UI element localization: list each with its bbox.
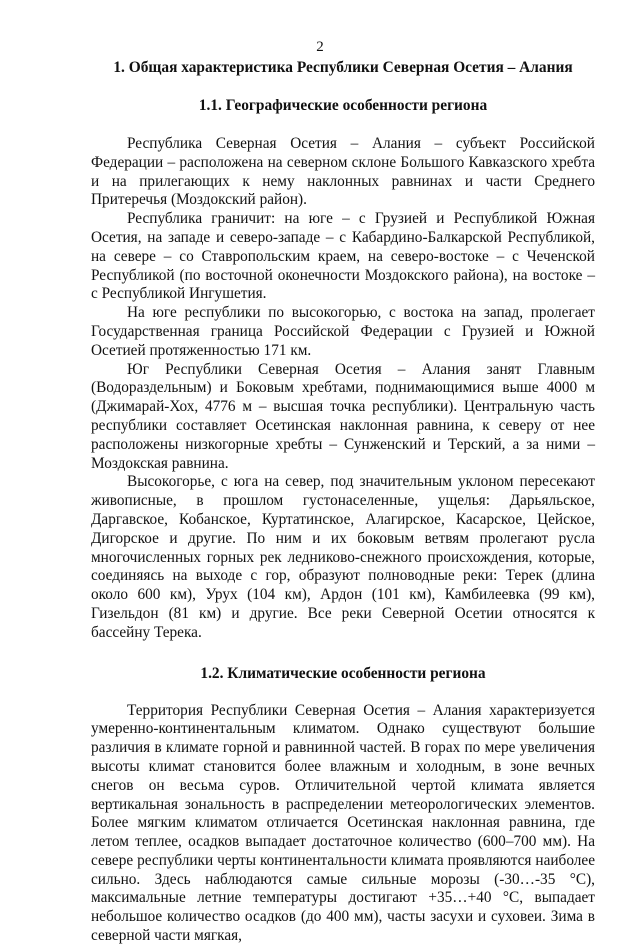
section-heading-climate: 1.2. Климатические особенности региона bbox=[200, 664, 486, 682]
paragraph-geo-5: Высокогорье, с юга на север, под значительным уклоном пересекают живописные, в прошлом густонаселенные, ущелья: Дарьяльское, Даргавское, Кобанское, Куртатинское, Алагирское, Касарское, Цейское, Дигорское и другие. По ним и их боковым ветвям пролегают русла многочисленных горных рек ледниково-снежного происхождения, которые, соединяясь на выходе с гор, образуют полноводные реки: Терек (длина около 600 км), Урух (104 км), Ардон (101 км), Камбилеевка (99 км), Гизельдон (81 км) и другие. Все реки Северной Осетии относятся к бассейну Терека. bbox=[91, 473, 595, 641]
page-number: 2 bbox=[316, 39, 324, 55]
paragraph-geo-3: На юге республики по высокогорью, с востока на запад, пролегает Государственная граница Российской Федерации с Грузией и Южной Осетией протяженностью 171 км. bbox=[91, 304, 595, 359]
paragraph-geo-1: Республика Северная Осетия – Алания – субъект Российской Федерации – расположена на северном склоне Большого Кавказского хребта и на прилегающих к нему наклонных равнинах и части Среднего Притеречья (Моздокский район). bbox=[91, 135, 595, 209]
paragraph-climate-1: Территория Республики Северная Осетия – Алания характеризуется умеренно-континентальным климатом. Однако существуют большие различия в климате горной и равнинной частей. В горах по мере увеличения высоты климат становится более влажным и холодным, в зоне вечных снегов он весьма суров. Отличительной чертой климата является вертикальная зональность в распределении метеорологических элементов. Более мягким климатом отличается Осетинская наклонная равнина, где летом теплее, осадков выпадает достаточное количество (600–700 мм). На севере республики черты континентальности климата проявляются наиболее сильно. Здесь наблюдаются самые сильные морозы (-30…-35 °С), максимальные летние температуры достигают +35…+40 °С, выпадает небольшое количество осадков (до 400 мм), часты засухи и суховеи. Зима в северной части мягкая, bbox=[91, 701, 595, 945]
main-heading: 1. Общая характеристика Республики Северная Осетия – Алания bbox=[113, 59, 573, 76]
paragraph-geo-4: Юг Республики Северная Осетия – Алания занят Главным (Водораздельным) и Боковым хребтами, поднимающимися выше 4000 м (Джимарай-Хох, 4776 м – высшая точка республики). Центральную часть республики составляет Осетинская наклонная равнина, к северу от нее расположены низкогорные хребты – Сунженский и Терский, а за ними – Моздокская равнина. bbox=[91, 360, 595, 472]
paragraph-geo-2: Республика граничит: на юге – с Грузией и Республикой Южная Осетия, на западе и северо-западе – с Кабардино-Балкарской Республикой, на севере – со Ставропольским краем, на северо-востоке – с Чеченской Республикой (по восточной оконечности Моздокского района), на востоке – с Республикой Ингушетия. bbox=[91, 210, 595, 303]
section-heading-geography: 1.1. Географические особенности региона bbox=[198, 97, 488, 114]
page-content bbox=[91, 58, 595, 946]
